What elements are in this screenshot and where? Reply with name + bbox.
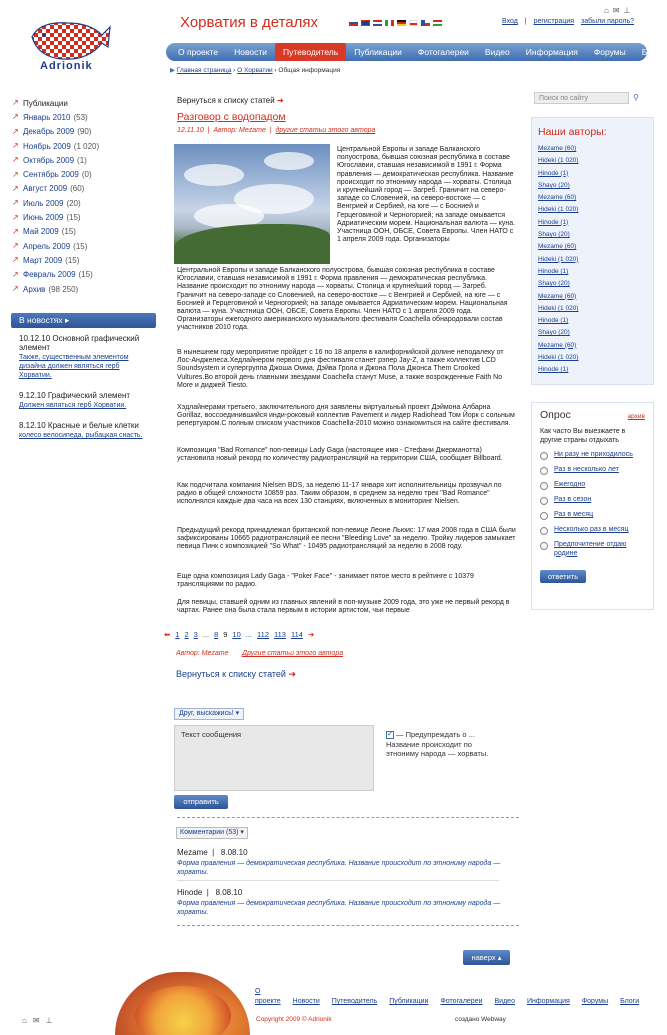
bullet-icon: ↗: [12, 255, 19, 265]
article-title[interactable]: Разговор с водопадом: [177, 111, 286, 123]
nav-video[interactable]: Видео: [484, 47, 510, 57]
breadcrumb-arrow-icon: ▶: [170, 67, 175, 74]
poll-option-label[interactable]: Предпочитение отдаю родине: [554, 541, 627, 557]
news-header[interactable]: [11, 313, 156, 328]
archive-count: (0): [81, 170, 92, 180]
nav-photogalleries[interactable]: Фотогалереи: [417, 47, 469, 57]
home-icon[interactable]: ⌂: [604, 6, 609, 15]
comment-author[interactable]: Mezame: [177, 848, 208, 857]
home-icon[interactable]: ⌂: [22, 1016, 27, 1025]
footer-link[interactable]: О проекте: [255, 988, 281, 1005]
author-link[interactable]: Shayo (20): [538, 181, 570, 189]
page-link[interactable]: 1: [175, 630, 180, 639]
comment-text: Форма правления — демократическая республика. Название происходит по этнониму народа — хорваты.: [177, 860, 501, 876]
forgot-password-link[interactable]: забыли пароль?: [580, 18, 635, 25]
article-footer: [176, 650, 343, 657]
poll-option[interactable]: [540, 466, 645, 475]
news-header-arrow-icon: ▸: [64, 315, 70, 325]
poll-option[interactable]: [540, 451, 645, 460]
author-link[interactable]: Hinode (1): [538, 169, 569, 177]
footer-links: [255, 987, 640, 1007]
mail-icon[interactable]: ✉: [612, 6, 620, 15]
archive-month[interactable]: Август 2009: [23, 184, 68, 194]
flag-hu-icon[interactable]: [433, 20, 442, 26]
page-link[interactable]: 3: [193, 630, 198, 639]
archive-item[interactable]: [12, 153, 162, 167]
author-link[interactable]: Hideki (1 020): [538, 157, 579, 165]
message-textarea[interactable]: Текст сообщения: [174, 725, 374, 791]
mail-icon[interactable]: ✉: [32, 1016, 40, 1025]
logo-text: Adrionik: [40, 60, 93, 72]
fig-fruit-image: [115, 972, 250, 1035]
news-date: 10.12.10 Основной графический элемент: [19, 334, 140, 352]
page-link[interactable]: 112: [257, 630, 269, 639]
nav-forums[interactable]: Форумы: [593, 47, 626, 57]
bullet-icon: ↗: [12, 212, 19, 222]
bullet-icon: ↗: [12, 169, 19, 179]
poll-option-label[interactable]: Раз в месяц: [554, 511, 594, 518]
article-paragraph: Хэдлайнерами третьего, заключительного дня заявлены виртуальный проект Дэймона Албарна Gorillaz, воссоединившийся инди-роковый коллектив Pavement и лидер Radiohead Том Йорк с сольным репертуаром.С полным списком участников Coachella-2010 можно ознакомиться на сайте фестиваля.: [177, 404, 515, 428]
top-links-separator: |: [524, 18, 527, 25]
archive-month[interactable]: Май 2009: [23, 227, 59, 237]
article-paragraph: В нынешнем году мероприятие пройдет с 16 по 18 апреля в калифорнийской долине неподалеку от Лос-Анджелеса.Хедлайнером первого дня фестиваля станет рэпер Jay-Z, а также коллектив LCD Soundsystem и супергруппа Джоша Омма, Дэйва Грола и Джона Пола Джонса Them Crooked Vultures.Во второй день главными звездами Coachella станут Muse, а также возрожденные Faith No More и диджей Tiesto.: [177, 349, 504, 389]
archive-item[interactable]: [12, 196, 162, 210]
comment-item: [177, 888, 507, 917]
register-link[interactable]: регистрация: [533, 18, 575, 25]
archive-month[interactable]: Сентябрь 2009: [23, 170, 79, 180]
archive-count: (15): [65, 255, 80, 265]
author-link[interactable]: Hinode (1): [538, 218, 569, 226]
author-link[interactable]: Hideki (1 020): [538, 206, 579, 214]
poll-radio[interactable]: [540, 527, 548, 535]
page-ellipsis: ...: [202, 630, 210, 639]
main-nav: [166, 43, 665, 61]
news-item: [19, 421, 149, 440]
archive-month[interactable]: Декабрь 2009: [23, 127, 75, 137]
news-date: 8.12.10 Красные и белые клетки: [19, 421, 139, 430]
poll-option[interactable]: [540, 511, 645, 520]
archive-count: (60): [70, 184, 85, 194]
poll-option[interactable]: [540, 496, 645, 505]
article-meta: 12.11.10 | Автор: Mezame | другие статьи этого автора: [177, 127, 376, 134]
poll-option[interactable]: [540, 526, 645, 535]
footer-link[interactable]: Фотогалереи: [440, 998, 483, 1005]
poll-option-label[interactable]: Несколько раз в месяц: [554, 526, 629, 533]
pagination: [164, 630, 314, 639]
bullet-icon: ↗: [12, 241, 19, 251]
comment-item: [177, 848, 507, 877]
footer-icons: [22, 1016, 53, 1025]
comments-dropdown[interactable]: Комментарии (53) ▾: [176, 827, 248, 839]
authors-panel: [531, 117, 654, 385]
back-to-list-label: Вернуться к списку статей: [177, 96, 275, 105]
bullet-icon: ↗: [12, 98, 19, 108]
article-paragraph-wrap: Центральной Европы и западе Балканского полуострова, бывшая союзная республика в составе Югославии, ставшая независимой в 1991 г. Форма правления — демократическая республика. Название происходит по этнониму народа — хорваты. Столица и крупнейший город — Загреб. Граничит на северо-западе со Словенией, на северо-востоке — с Венгрией и Сербией, на юге — с Боснией и Герцеговиной и Черногорией; на западе омывается Адриатическим морем. Национальная валюта — куна. Участница ООН, ОБСЕ, Совета Европы. Член НАТО с 1 апреля 2009 года. Организаторы: [337, 146, 516, 244]
archive-count: (90): [77, 127, 92, 137]
footer-link[interactable]: Новости: [292, 998, 320, 1005]
flag-pl-icon[interactable]: [409, 20, 418, 26]
poll-radio[interactable]: [540, 497, 548, 505]
poll-radio[interactable]: [540, 512, 548, 520]
notify-checkbox[interactable]: ✓: [387, 731, 393, 739]
poll-options: [540, 451, 645, 558]
news-list: [19, 334, 149, 451]
article-footer-author: Автор: Mezame: [176, 650, 229, 657]
author-link[interactable]: Hideki (1 020): [538, 304, 579, 312]
archive-month[interactable]: Архив: [23, 284, 46, 294]
author-link[interactable]: Hideki (1 020): [538, 255, 579, 263]
back-to-list-label: Вернуться к списку статей: [176, 669, 286, 679]
arrow-right-icon: ➜: [288, 669, 296, 679]
author-link[interactable]: Hinode (1): [538, 317, 569, 325]
article-paragraph: Для певицы, ставшей одним из главных явлений в поп-музыке 2009 года, это уже не первый рекорд в чартах. Ранее она была стала первым в истории артистом, чьи первые: [177, 599, 510, 615]
bullet-icon: ↗: [12, 112, 19, 122]
author-link[interactable]: Mezame (60): [538, 292, 577, 300]
comment-text: Форма правления — демократическая республика. Название происходит по этнониму народа — хорваты.: [177, 900, 501, 916]
archive-item[interactable]: [12, 167, 162, 181]
back-to-list-link-2[interactable]: [176, 669, 296, 680]
page-link[interactable]: 113: [274, 630, 286, 639]
nav-news[interactable]: Новости: [234, 47, 268, 57]
archive-count: (15): [61, 227, 76, 237]
archive-count: (15): [78, 270, 93, 280]
poll-option[interactable]: [540, 481, 645, 490]
poll-radio[interactable]: [540, 467, 548, 475]
article-paragraph: Предыдущий рекорд принадлежал британской поп-певице Леоне Льюис: 17 мая 2008 года в США были зафиксированы 10665 радиотрансляций ее песни "Bleeding Love" за неделю. Тройку лидеров замыкает певица Пинк с композицией "So What" - 10495 радиотрансляций за неделю в 2008 году.: [177, 527, 516, 551]
poll-option-label[interactable]: Раз в сезон: [554, 496, 592, 503]
archive-count: (15): [73, 241, 88, 251]
nav-guide[interactable]: Путеводитель: [275, 43, 346, 61]
language-flags: [349, 20, 442, 26]
archive-month[interactable]: Апрель 2009: [23, 241, 71, 251]
footer-link[interactable]: Информация: [526, 998, 570, 1005]
author-link[interactable]: Hinode (1): [538, 366, 569, 374]
page-link[interactable]: 114: [290, 630, 303, 639]
archive-count: (1 020): [73, 141, 100, 151]
divider: [177, 880, 499, 881]
nav-about[interactable]: О проекте: [178, 47, 219, 57]
flag-de-icon[interactable]: [397, 20, 406, 26]
flag-uk-icon[interactable]: [361, 20, 370, 26]
author-other-articles-link[interactable]: другие статьи этого автора: [275, 127, 376, 134]
archive-item[interactable]: [12, 282, 162, 296]
authors-title: Наши авторы:: [538, 126, 607, 138]
notify-label: — Предупреждать о ... Название происходит по этнониму народа — хорваты.: [386, 730, 489, 758]
footer-link[interactable]: Видео: [494, 998, 515, 1005]
archive-month[interactable]: Март 2009: [23, 255, 63, 265]
archive-item[interactable]: [12, 210, 162, 224]
archive-title-label: Публикации: [23, 98, 68, 108]
poll-vote-button[interactable]: ответить: [540, 570, 586, 583]
article-paragraph: Еще одна композиция Lady Gaga - "Poker Face" - занимает пятое место в рейтинге с 10379 трансляциями по радио.: [177, 573, 474, 589]
poll-option-label[interactable]: Ни разу не приходилось: [554, 451, 633, 458]
poll-title: Опрос: [540, 409, 571, 421]
footer-link[interactable]: Блоги: [620, 998, 640, 1005]
author-link[interactable]: Mezame (60): [538, 145, 577, 152]
nav-publications[interactable]: Публикации: [354, 47, 402, 57]
archive-month[interactable]: Февраль 2009: [23, 270, 76, 280]
archive-month[interactable]: Июль 2009: [23, 198, 64, 208]
poll-archive-link[interactable]: архив: [627, 413, 645, 420]
archive-item[interactable]: [12, 225, 162, 239]
archive-month[interactable]: Ноябрь 2009: [23, 141, 71, 151]
bullet-icon: ↗: [12, 155, 19, 165]
notify-option: [386, 730, 506, 759]
author-link[interactable]: Mezame (60): [538, 194, 577, 202]
page-link: 9: [223, 630, 228, 639]
article-date: 12.11.10: [177, 127, 204, 134]
bullet-icon: ↗: [12, 226, 19, 236]
sitemap-icon[interactable]: ⊥: [45, 1016, 53, 1025]
archive-title: [12, 96, 162, 110]
friend-speak-dropdown[interactable]: Друг, выскажись! ▾: [174, 708, 244, 720]
article-photo: [174, 144, 330, 264]
author-link[interactable]: Hinode (1): [538, 267, 569, 275]
article-paragraph: Как подсчитала компания Nielsen BDS, за неделю 11-17 января хит исполнительницы прозвучал по радио в общей сложности 10859 раз. Таким образом, в среднем за неделю трек "Bad Romance" исполнялся каждые два часа на всех 130 станциях, включенных в мониторинг Nielsen.: [177, 482, 502, 506]
bullet-icon: ↗: [12, 141, 19, 151]
archive-count: (98 250): [48, 284, 79, 294]
poll-question: Как часто Вы выезжаете в другие страны отдыхать: [540, 428, 626, 444]
archive-item[interactable]: [12, 239, 162, 253]
poll-option-label[interactable]: Раз в несколько лет: [554, 466, 619, 473]
news-text-link[interactable]: Должен являться герб Хорватии.: [19, 402, 127, 409]
author-link[interactable]: Mezame (60): [538, 341, 577, 349]
news-text-link[interactable]: колесо велосипеда, рыбацкая снасть.: [19, 432, 143, 439]
footer-link[interactable]: Форумы: [581, 998, 609, 1005]
footer-link[interactable]: Путеводитель: [331, 998, 378, 1005]
news-date: 9.12.10 Графический элемент: [19, 391, 131, 400]
poll-radio[interactable]: [540, 452, 548, 460]
article-footer-other-link[interactable]: Другие статьи этого автора: [242, 650, 344, 657]
article-paragraph: Композиция "Bad Romance" поп-певицы Lady Gaga (настоящее имя - Стефани Джерманотта) установила новый рекорд по количеству радиотрансляций на территории США, сообщает Billboard.: [177, 447, 503, 463]
divider: [177, 925, 519, 926]
archive-item[interactable]: [12, 253, 162, 267]
poll-radio[interactable]: [540, 542, 548, 550]
sitemap-icon[interactable]: ⊥: [623, 6, 631, 15]
archive-count: (15): [66, 213, 81, 223]
breadcrumb-home[interactable]: Главная страница: [176, 67, 232, 74]
archive-item[interactable]: [12, 182, 162, 196]
archive-count: (1): [77, 155, 87, 165]
archive-month[interactable]: Июнь 2009: [23, 213, 64, 223]
archive-month[interactable]: Октябрь 2009: [23, 155, 75, 165]
prev-page-icon[interactable]: ⬅: [164, 630, 171, 639]
archive-item[interactable]: [12, 139, 162, 153]
author-link[interactable]: Shayo (20): [538, 231, 570, 239]
page-ellipsis: ...: [245, 630, 253, 639]
archive-month[interactable]: Январь 2010: [23, 112, 71, 122]
author-link[interactable]: Mezame (60): [538, 243, 577, 251]
bullet-icon: ↗: [12, 183, 19, 193]
poll-option[interactable]: [540, 541, 645, 558]
comment-header: Mezame | 8.08.10: [177, 848, 248, 857]
next-page-icon[interactable]: ➜: [307, 630, 315, 639]
breadcrumb-croatia[interactable]: О Хорватии: [237, 67, 273, 74]
scroll-top-button[interactable]: наверх ▴: [463, 950, 510, 965]
made-by[interactable]: создано Webway: [455, 1016, 506, 1023]
top-icons: [604, 6, 631, 15]
archive-item[interactable]: [12, 125, 162, 139]
bullet-icon: ↗: [12, 269, 19, 279]
news-item: [19, 334, 149, 380]
flag-cz-icon[interactable]: [421, 20, 430, 26]
bullet-icon: ↗: [12, 198, 19, 208]
send-button[interactable]: отправить: [174, 795, 228, 809]
author-link[interactable]: Shayo (20): [538, 329, 570, 337]
copyright: Copyright 2009 © Adrionik: [256, 1016, 332, 1023]
archive-item[interactable]: [12, 268, 162, 282]
news-item: [19, 391, 149, 410]
nav-blogs[interactable]: Блоги: [641, 47, 665, 57]
search-icon[interactable]: ⚲: [633, 93, 639, 102]
archive-count: (20): [66, 198, 81, 208]
divider: [177, 817, 519, 818]
back-to-list-link[interactable]: [177, 96, 284, 105]
flag-ru-icon[interactable]: [349, 20, 358, 26]
comment-date: 8.08.10: [220, 848, 248, 857]
article-author: Автор: Mezame: [213, 127, 266, 134]
poll-option-label[interactable]: Ежегодно: [554, 481, 586, 488]
comment-date: 8.08.10: [215, 888, 243, 897]
flag-hr-icon[interactable]: [373, 20, 382, 26]
page-link[interactable]: 2: [184, 630, 189, 639]
arrow-right-icon: ➜: [276, 96, 284, 105]
page-link[interactable]: 10: [232, 630, 241, 639]
bullet-icon: ↗: [12, 284, 19, 293]
sidebar-archive: [12, 96, 162, 296]
comment-author[interactable]: Hinode: [177, 888, 203, 897]
top-links: [502, 18, 639, 25]
poll-panel: [531, 402, 654, 610]
news-header-label: В новостях: [19, 315, 63, 325]
authors-list: [538, 143, 647, 377]
author-link[interactable]: Shayo (20): [538, 280, 570, 288]
nav-information[interactable]: Информация: [525, 47, 578, 57]
archive-item[interactable]: [12, 110, 162, 124]
page-link[interactable]: 8: [214, 630, 219, 639]
login-link[interactable]: Вход: [502, 18, 518, 25]
news-text-link[interactable]: Также, существенным элементом дизайна должен являться герб Хорватии.: [19, 354, 129, 379]
search-input[interactable]: Поиск по сайту: [534, 92, 629, 104]
archive-count: (53): [73, 112, 88, 122]
flag-it-icon[interactable]: [385, 20, 394, 26]
site-title: Хорватия в деталях: [180, 14, 319, 31]
author-link[interactable]: Hideki (1 020): [538, 354, 579, 362]
breadcrumb: ▶ Главная страница › О Хорватии › Общая информация: [170, 67, 341, 74]
breadcrumb-current: Общая информация: [278, 67, 341, 74]
poll-radio[interactable]: [540, 482, 548, 490]
bullet-icon: ↗: [12, 126, 19, 136]
comment-header: Hinode | 8.08.10: [177, 888, 243, 897]
article-paragraph: Центральной Европы и западе Балканского полуострова, бывшая союзная республика в составе Югославии, ставшая независимой в 1991 г. Форма правления — демократическая республика. Название происходит по этнониму народа — хорваты. Столица и крупнейший город — Загреб. Граничит на северо-западе со Словенией, на северо-востоке — с Венгрией и Сербией, на юге — с Боснией и Герцеговиной и Черногорией; на западе омывается Адриатическим морем. Национальная валюта — куна. Участница ООН, ОБСЕ, Совета Европы. Член НАТО с 1 апреля 2009 года. Организаторы ежегодного американского музыкального фестиваля Coachella обнародовали состав участников 2010 года.: [177, 267, 508, 332]
footer-link[interactable]: Публикации: [389, 998, 429, 1005]
